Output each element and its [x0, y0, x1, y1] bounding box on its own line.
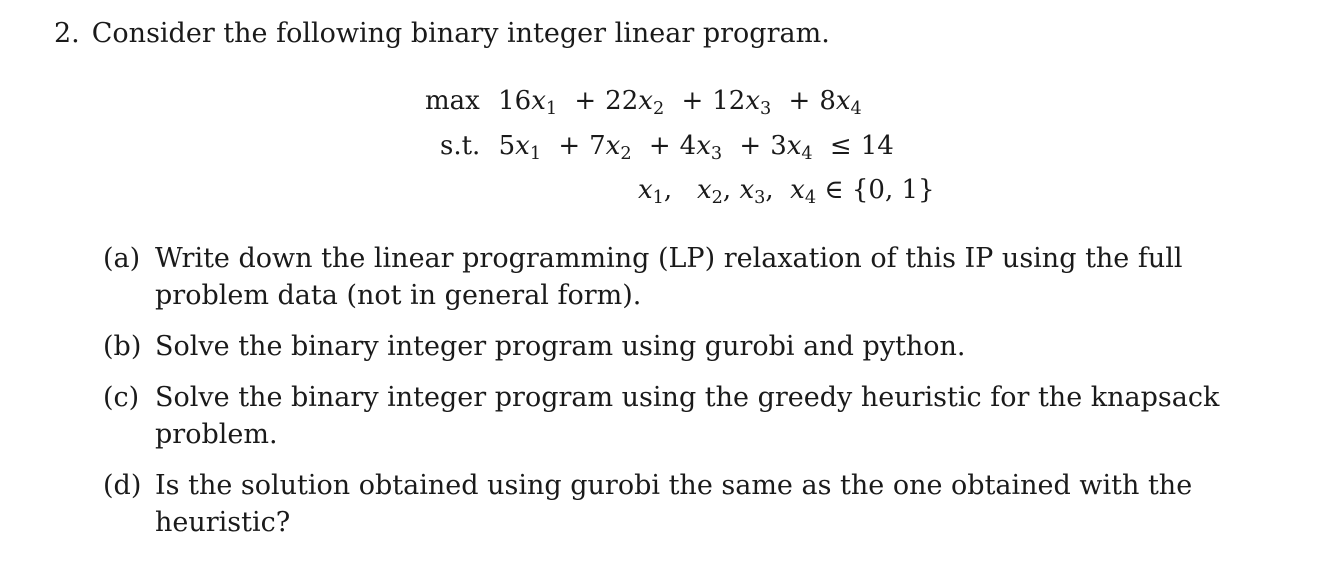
constraint-rhs: 14	[860, 131, 894, 161]
domain-var: $x_1$,	[638, 175, 673, 208]
objective-term: $22x_2$	[605, 86, 665, 119]
constraint-term: $3x_4$	[770, 131, 813, 164]
leq-sign: ≤	[829, 131, 852, 161]
part-text: Solve the binary integer program using gurobi and python.	[155, 331, 966, 362]
part-label: (a)	[103, 243, 141, 274]
problem-number: 2.	[54, 18, 80, 49]
objective-term: $16x_1$	[498, 86, 558, 119]
domain-row	[638, 175, 935, 208]
constraint-row	[440, 131, 894, 164]
question-part-b	[103, 328, 1278, 365]
plus-sign: +	[648, 131, 671, 161]
question-part-a	[103, 240, 1278, 314]
constraint-term: $7x_2$	[589, 131, 632, 164]
question-part-c	[103, 379, 1278, 453]
problem-header	[54, 18, 830, 49]
part-text: Write down the linear programming (LP) relaxation of this IP using the full problem data (not in general form).	[155, 243, 1183, 311]
constraint-keyword: s.t.	[440, 131, 481, 161]
part-text: Solve the binary integer program using the greedy heuristic for the knapsack problem.	[155, 382, 1220, 450]
question-parts	[103, 240, 1278, 555]
domain-var: $x_2$,	[696, 175, 732, 208]
part-label: (b)	[103, 331, 142, 362]
domain-var: $x_3$,	[739, 175, 774, 208]
plus-sign: +	[558, 131, 581, 161]
domain-var: $x_4$	[790, 175, 817, 208]
question-part-d	[103, 467, 1278, 541]
objective-term: $8x_4$	[819, 86, 862, 119]
part-text: Is the solution obtained using gurobi the same as the one obtained with the heuristic?	[155, 470, 1193, 538]
constraint-term: $5x_1$	[498, 131, 542, 164]
part-label: (c)	[103, 382, 140, 413]
objective-term: $12x_3$	[712, 86, 772, 119]
constraint-term: $4x_3$	[679, 131, 723, 164]
part-label: (d)	[103, 470, 142, 501]
domain-set: ∈ {0, 1}	[824, 175, 935, 205]
objective-keyword: max	[425, 86, 480, 116]
problem-intro: Consider the following binary integer linear program.	[91, 18, 830, 49]
plus-sign: +	[788, 86, 811, 116]
plus-sign: +	[681, 86, 704, 116]
plus-sign: +	[574, 86, 597, 116]
objective-row	[425, 86, 862, 119]
plus-sign: +	[739, 131, 762, 161]
